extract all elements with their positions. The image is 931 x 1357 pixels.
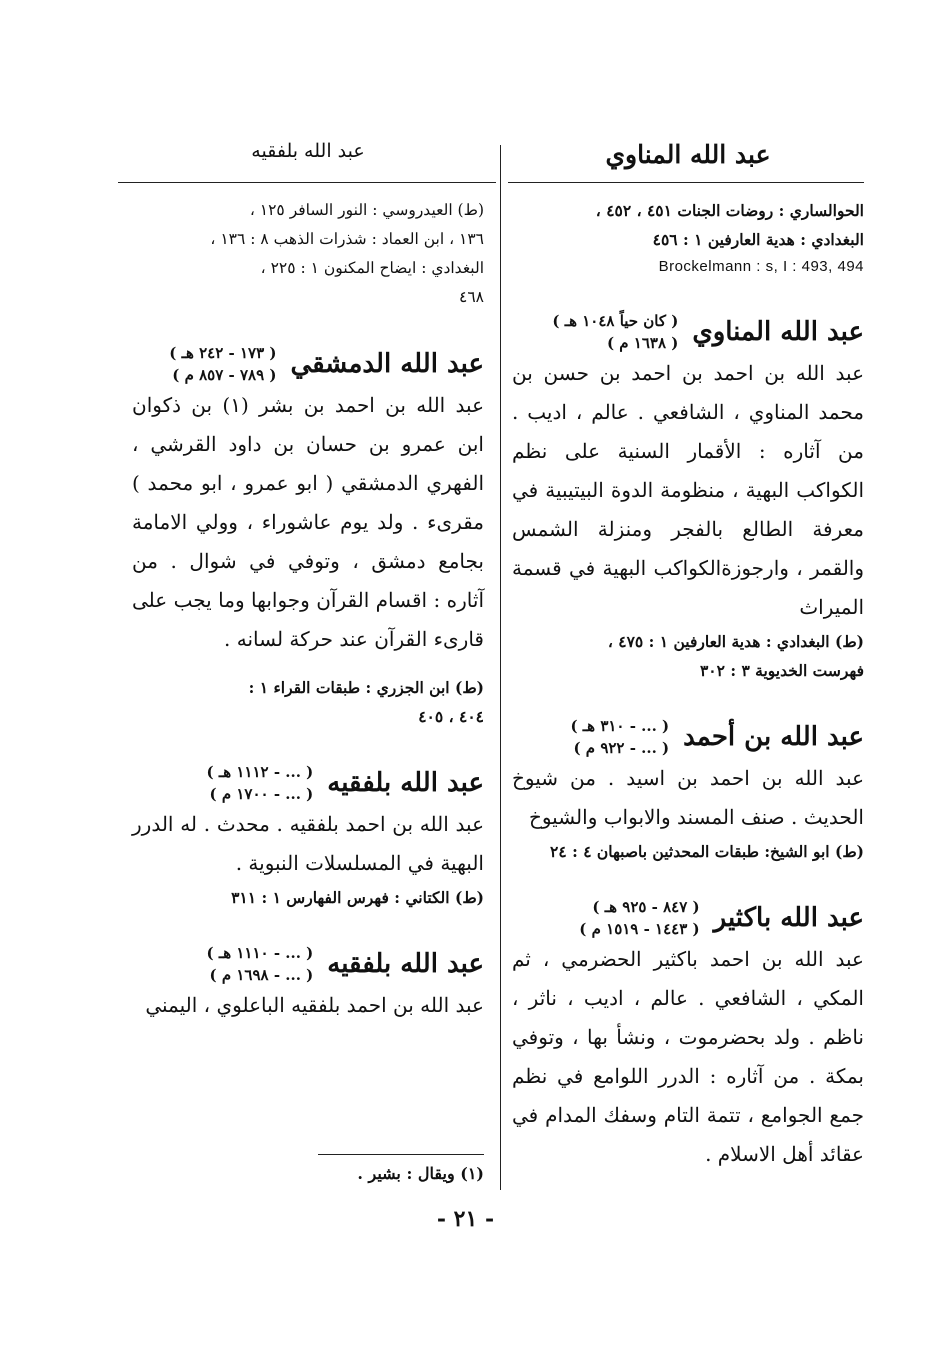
gregorian-date: ( ... - ١٧٠٠ م ) bbox=[209, 785, 314, 803]
entry-name: عبد الله المناوي bbox=[692, 317, 864, 347]
latin-reference: Brockelmann : s, I : 493, 494 bbox=[658, 258, 864, 275]
hijri-date: ( ... - ١١١٠ هـ ) bbox=[206, 944, 314, 962]
reference-line: (ط) ابن الجزري : طبقات القراء ١ : bbox=[248, 678, 484, 697]
entry-heading bbox=[132, 342, 484, 386]
reference-line: فهرست الخديوية ٣ : ٣٠٢ bbox=[699, 661, 864, 680]
entry-dates bbox=[207, 942, 314, 986]
entry-heading bbox=[132, 761, 484, 805]
reference-line: (ط) ابو الشيخ: طبقات المحدثين باصبهان ٤ : ٢٤ bbox=[550, 842, 864, 861]
hijri-date: ( ... - ١١١٢ هـ ) bbox=[206, 763, 314, 781]
entry-heading bbox=[132, 942, 484, 986]
entry-heading bbox=[512, 310, 864, 354]
entry-name: عبد الله بلفقيه bbox=[327, 949, 484, 979]
entry-dates bbox=[570, 715, 669, 759]
footnote-rule bbox=[318, 1154, 484, 1155]
right-column bbox=[512, 196, 864, 1174]
hijri-date: ( ٨٤٧ - ٩٢٥ هـ ) bbox=[592, 898, 700, 916]
reference-line: ١٣٦ ، ابن العماد : شذرات الذهب ٨ : ١٣٦ ، bbox=[210, 230, 484, 248]
entry-dates bbox=[552, 310, 678, 354]
entry-name: عبد الله بلفقيه bbox=[327, 768, 484, 798]
column-divider bbox=[500, 145, 501, 1190]
entry-body: عبد الله بن احمد باكثير الحضرمي ، ثم المكي ، الشافعي . عالم ، اديب ، ناثر ، ناظم . ولد بحضرموت ، ونشأ بها ، وتوفي بمكة . من آثاره : الدرر اللوامع في نظم جمع الجوامع ، تتمة التام وسفك المدام في عقائد أهل الاسلام . bbox=[512, 947, 864, 1166]
gregorian-date: ( ١٤٤٣ - ١٥١٩ م ) bbox=[579, 920, 700, 938]
entry-name: عبد الله باكثير bbox=[713, 903, 864, 933]
entry-name: عبد الله الدمشقي bbox=[290, 349, 484, 379]
entry-body: عبد الله بن احمد بن احمد بن حسن بن محمد المناوي ، الشافعي . عالم ، اديب . من آثاره : الأقمار السنية على نظم الكواكب البهية ، منظومة الدوة البيتيبية في معرفة الطالع بالفجر ومنزلة الشمس والقمر ، وارجوزةالكواكب البهية في قسمة الميراث bbox=[512, 361, 864, 619]
reference-line: (ط) العيدروسي : النور السافر ١٢٥ ، bbox=[249, 201, 484, 219]
entry-heading bbox=[512, 715, 864, 759]
entry-heading bbox=[512, 896, 864, 940]
left-column-header: عبد الله بلفقيه bbox=[251, 140, 365, 162]
gregorian-date: ( ... - ١٦٩٨ م ) bbox=[209, 966, 314, 984]
entry-body: عبد الله بن احمد بلفقيه . محدث . له الدرر البهية في المسلسلات النبوية . bbox=[132, 812, 484, 875]
gregorian-date: ( ٧٨٩ - ٨٥٧ م ) bbox=[172, 366, 277, 384]
gregorian-date: ( ... - ٩٢٢ م ) bbox=[573, 739, 670, 757]
left-header-rule bbox=[118, 182, 496, 183]
entry-body: عبد الله بن احمد بن بشر (١) بن ذكوان ابن عمرو بن حسان بن داود القرشي ، الفهري الدمشقي ( ابو عمرو ، ابو محمد ) مقرىء . ولد يوم عاشوراء ، وولي الامامة بجامع دمشق ، وتوفي في شوال . من آثاره : اقسام القرآن وجوابها وما يجب على قارىء القرآن عند حركة لسانه . bbox=[132, 393, 485, 651]
entry-name: عبد الله بن أحمد bbox=[683, 722, 864, 752]
reference-line: ٤٠٤ ، ٤٠٥ bbox=[418, 707, 484, 726]
reference-line: ٤٦٨ bbox=[459, 288, 484, 306]
page-number: - ٢١ - bbox=[436, 1206, 495, 1232]
left-column bbox=[132, 196, 484, 1025]
reference-line: البغدادي : هدية العارفين ١ : ٤٥٦ bbox=[652, 230, 864, 249]
reference-line: الحوالساري : روضات الجنات ٤٥١ ، ٤٥٢ ، bbox=[595, 201, 864, 220]
entry-body: عبد الله بن احمد بلفقيه الباعلوي ، اليمني bbox=[145, 993, 484, 1017]
footnote: (١) ويقال : بشير . bbox=[357, 1164, 484, 1183]
entry-dates bbox=[207, 761, 314, 805]
reference-line: البغدادي : ايضاح المكنون ١ : ٢٢٥ ، bbox=[260, 259, 484, 277]
hijri-date: ( كان حياً ١٠٤٨ هـ ) bbox=[552, 312, 679, 330]
reference-line: (ط) البغدادي : هدية العارفين ١ : ٤٧٥ ، bbox=[607, 632, 864, 651]
entry-dates bbox=[579, 896, 699, 940]
entry-dates bbox=[169, 342, 276, 386]
reference-line: (ط) الكتاني : فهرس الفهارس ١ : ٣١١ bbox=[231, 888, 484, 907]
hijri-date: ( ١٧٣ - ٢٤٢ هـ ) bbox=[169, 344, 277, 362]
hijri-date: ( ... - ٣١٠ هـ ) bbox=[570, 717, 670, 735]
right-header-rule bbox=[508, 182, 864, 183]
entry-body: عبد الله بن احمد بن اسيد . من شيوخ الحديث . صنف المسند والابواب والشيوخ bbox=[512, 766, 864, 829]
right-column-header: عبد الله المناوي bbox=[605, 140, 771, 169]
gregorian-date: ( ١٦٣٨ م ) bbox=[606, 334, 679, 352]
